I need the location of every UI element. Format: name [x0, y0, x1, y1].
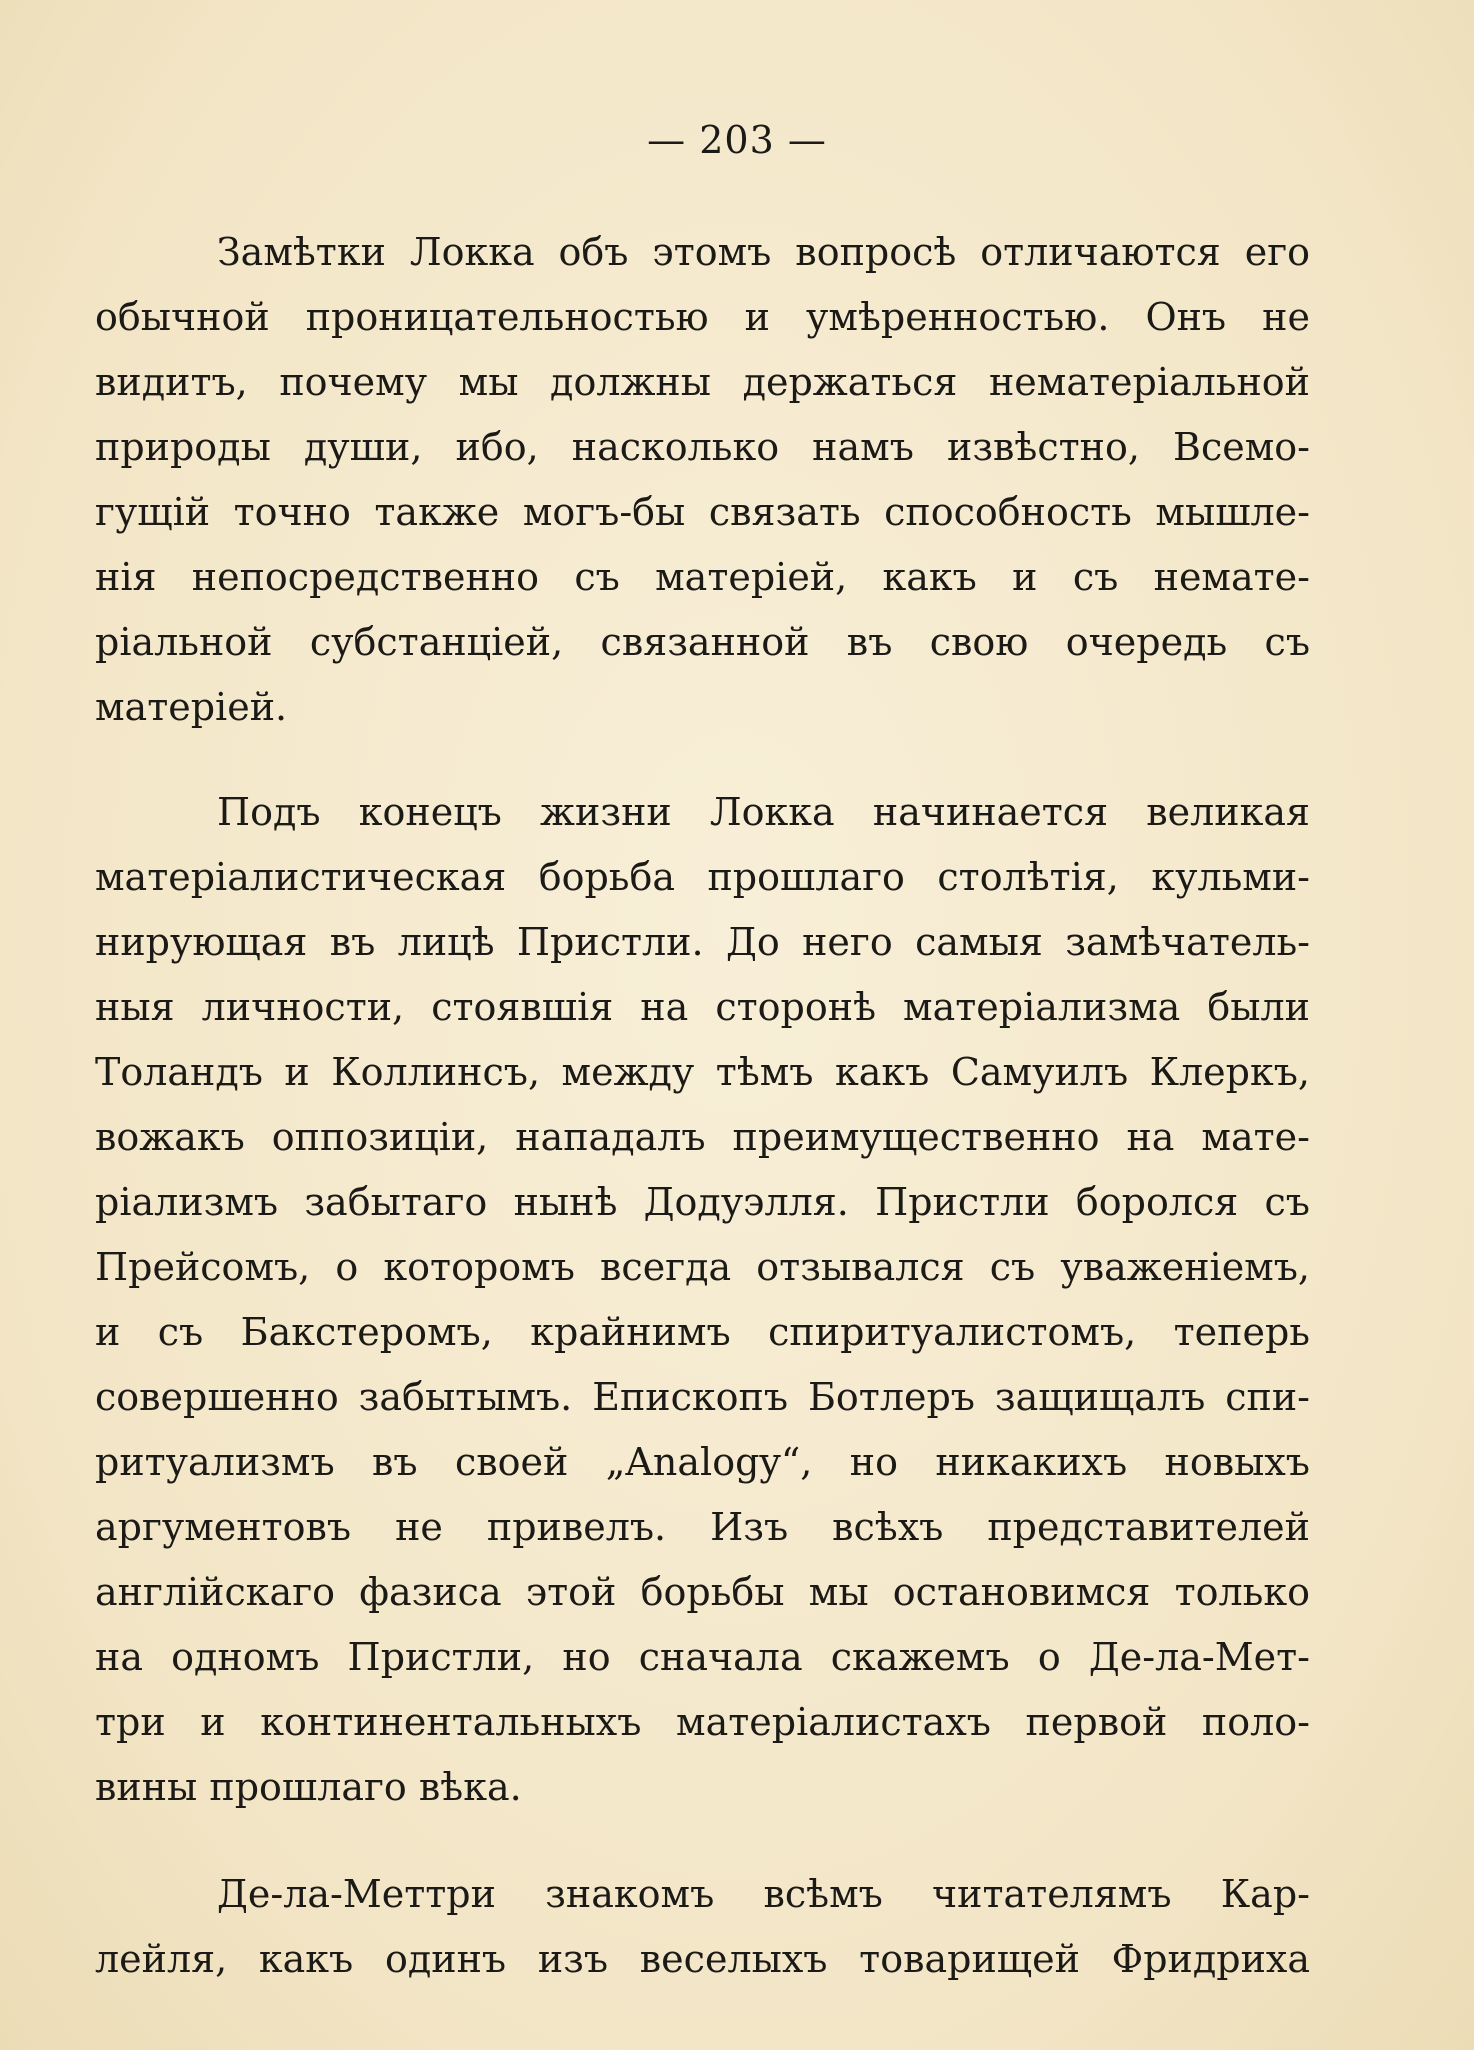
- text-line: природы души, ибо, насколько намъ извѣстно, Всемо-: [95, 425, 1310, 469]
- text-line: три и континентальныхъ матеріалистахъ первой поло-: [95, 1700, 1310, 1744]
- page-text: [95, 220, 1310, 2030]
- text-line: матеріей.: [95, 685, 288, 729]
- paragraph: [95, 1862, 1310, 1992]
- text-line: ныя личности, стоявшія на сторонѣ матеріализма были: [95, 985, 1310, 1029]
- paragraph: [95, 780, 1310, 1820]
- text-line: нія непосредственно съ матеріей, какъ и съ немате-: [95, 555, 1310, 599]
- text-line: Де-ла-Меттри знакомъ всѣмъ читателямъ Кар-: [217, 1872, 1310, 1916]
- text-line: Подъ конецъ жизни Локка начинается великая: [217, 790, 1310, 834]
- text-line: аргументовъ не привелъ. Изъ всѣхъ представителей: [95, 1505, 1310, 1549]
- text-line: матеріалистическая борьба прошлаго столѣтія, кульми-: [95, 855, 1310, 899]
- text-line: Замѣтки Локка объ этомъ вопросѣ отличаются его: [217, 230, 1310, 274]
- text-line: вожакъ оппозиціи, нападалъ преимущественно на мате-: [95, 1115, 1310, 1159]
- text-line: ріальной субстанціей, связанной въ свою очередь съ: [95, 620, 1310, 664]
- text-line: на одномъ Пристли, но сначала скажемъ о Де-ла-Мет-: [95, 1635, 1310, 1679]
- text-line: англійскаго фазиса этой борьбы мы остановимся только: [95, 1570, 1310, 1614]
- text-line: ритуализмъ въ своей „Analogy“, но никакихъ новыхъ: [95, 1440, 1310, 1484]
- text-line: лейля, какъ одинъ изъ веселыхъ товарищей Фридриха: [95, 1937, 1310, 1981]
- page-number: — 203 —: [647, 118, 827, 162]
- text-line: вины прошлаго вѣка.: [95, 1765, 522, 1809]
- text-line: совершенно забытымъ. Епископъ Ботлеръ защищалъ спи-: [95, 1375, 1310, 1419]
- text-line: Толандъ и Коллинсъ, между тѣмъ какъ Самуилъ Клеркъ,: [95, 1050, 1310, 1094]
- text-line: Прейсомъ, о которомъ всегда отзывался съ уваженіемъ,: [95, 1245, 1310, 1289]
- paragraph: [95, 220, 1310, 740]
- text-line: видитъ, почему мы должны держаться нематеріальной: [95, 360, 1310, 404]
- text-line: нирующая въ лицѣ Пристли. До него самыя замѣчатель-: [95, 920, 1310, 964]
- text-line: обычной проницательностью и умѣренностью. Онъ не: [95, 295, 1310, 339]
- text-line: ріализмъ забытаго нынѣ Додуэлля. Пристли боролся съ: [95, 1180, 1310, 1224]
- text-line: и съ Бакстеромъ, крайнимъ спиритуалистомъ, теперь: [95, 1310, 1310, 1354]
- text-line: гущій точно также могъ-бы связать способность мышле-: [95, 490, 1310, 534]
